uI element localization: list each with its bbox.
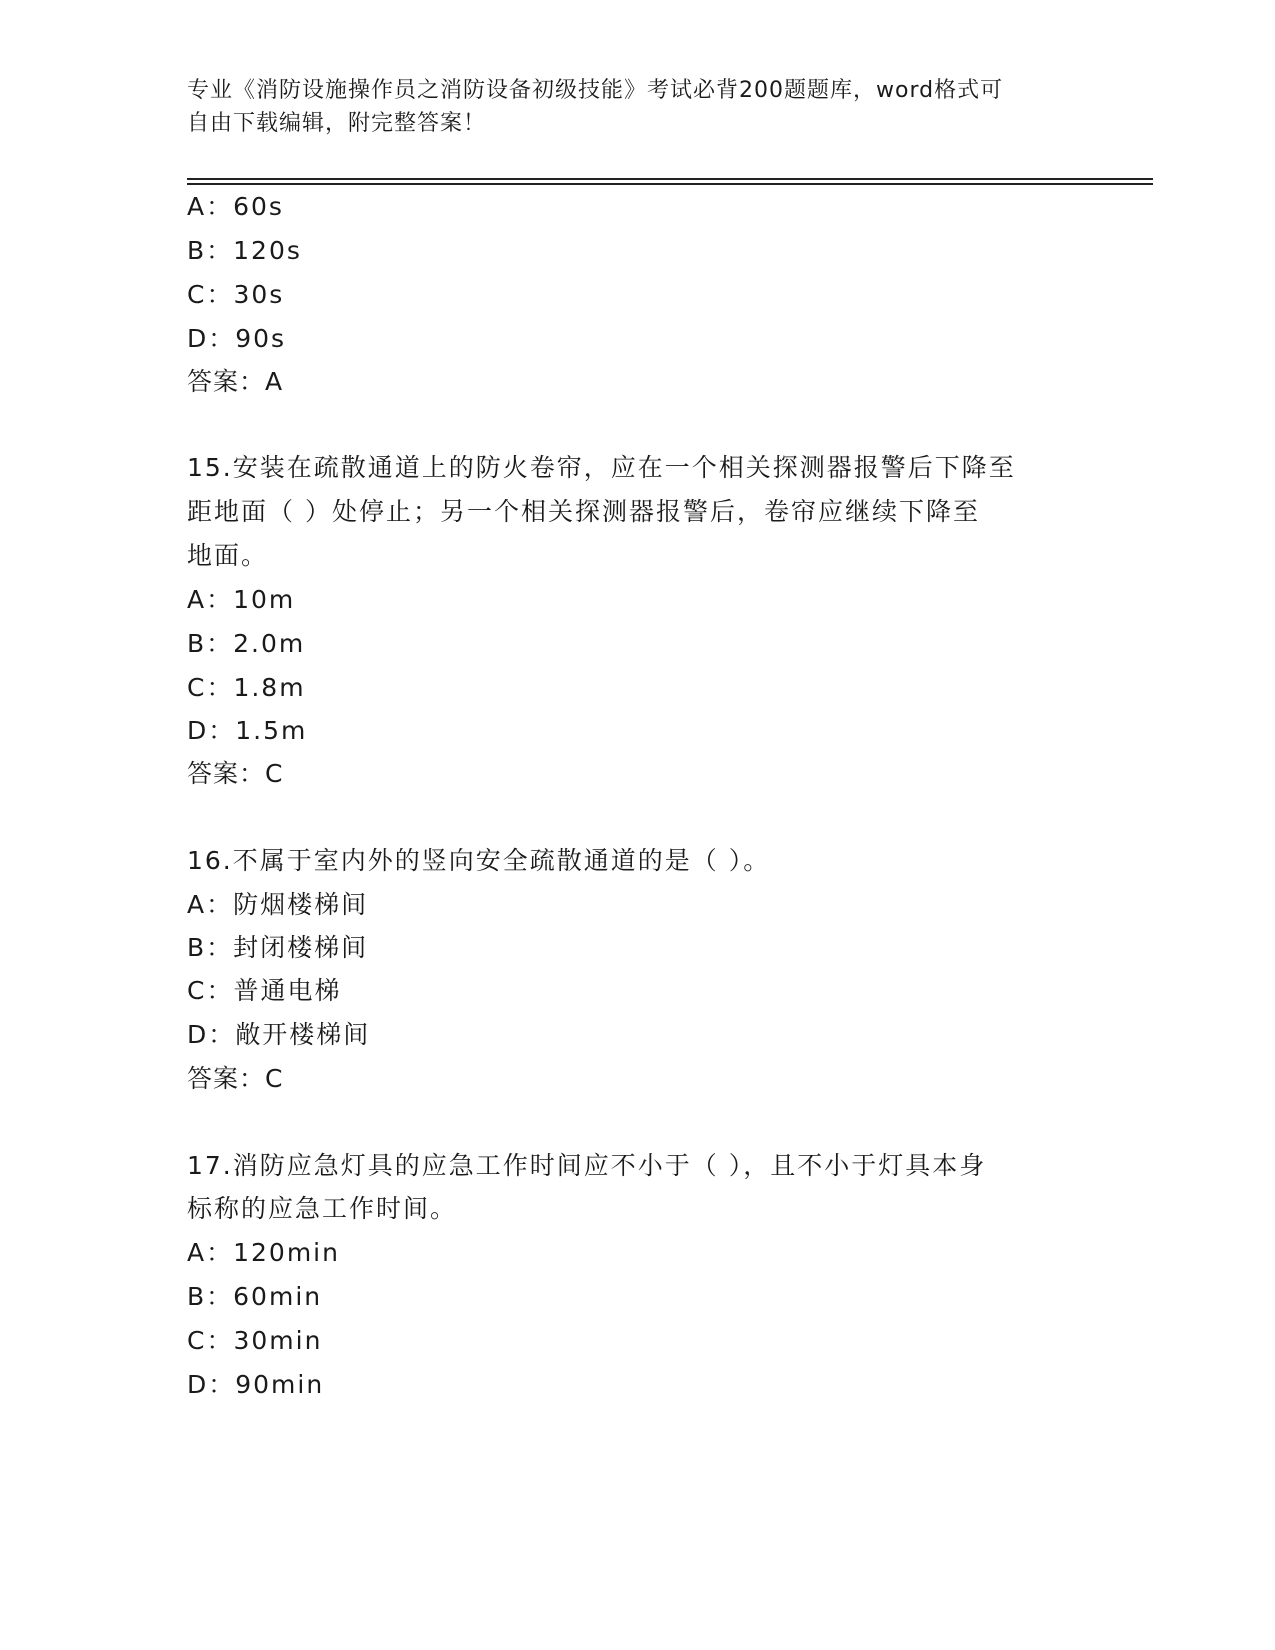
q15-text-line-3: 地面。 <box>187 541 269 570</box>
q15-answer: 答案：C <box>187 759 284 788</box>
q17-option-c: C：30min <box>187 1326 323 1355</box>
q16-option-b: B：封闭楼梯间 <box>187 933 369 962</box>
q15-option-b: B：2.0m <box>187 629 306 658</box>
q14-option-d: D：90s <box>187 324 287 353</box>
document-header <box>187 74 1067 140</box>
q15-option-a: A：10m <box>187 585 296 614</box>
q14-option-b: B：120s <box>187 236 302 265</box>
header-divider-top <box>187 178 1153 180</box>
q14-option-c: C：30s <box>187 280 285 309</box>
q16-text-line-1: 16.不属于室内外的竖向安全疏散通道的是（ ）。 <box>187 846 771 875</box>
q16-answer: 答案：C <box>187 1064 284 1093</box>
q15-option-d: D：1.5m <box>187 716 308 745</box>
q14-answer: 答案：A <box>187 367 284 396</box>
q16-option-d: D：敞开楼梯间 <box>187 1020 371 1049</box>
q17-option-a: A：120min <box>187 1238 340 1267</box>
q16-option-c: C：普通电梯 <box>187 976 342 1005</box>
q17-option-d: D：90min <box>187 1370 325 1399</box>
header-line-1: 专业《消防设施操作员之消防设备初级技能》考试必背200题题库，word格式可 <box>187 78 1004 103</box>
q15-option-c: C：1.8m <box>187 673 306 702</box>
header-line-2: 自由下载编辑，附完整答案！ <box>187 111 487 136</box>
q17-text-line-1: 17.消防应急灯具的应急工作时间应不小于（ ），且不小于灯具本身 <box>187 1151 987 1180</box>
q17-option-b: B：60min <box>187 1282 323 1311</box>
q16-option-a: A：防烟楼梯间 <box>187 890 369 919</box>
q15-text-line-2: 距地面（ ）处停止；另一个相关探测器报警后，卷帘应继续下降至 <box>187 497 980 526</box>
q17-text-line-2: 标称的应急工作时间。 <box>187 1194 458 1223</box>
header-divider-bottom <box>187 183 1153 185</box>
q14-option-a: A：60s <box>187 192 284 221</box>
q15-text-line-1: 15.安装在疏散通道上的防火卷帘，应在一个相关探测器报警后下降至 <box>187 453 1016 482</box>
